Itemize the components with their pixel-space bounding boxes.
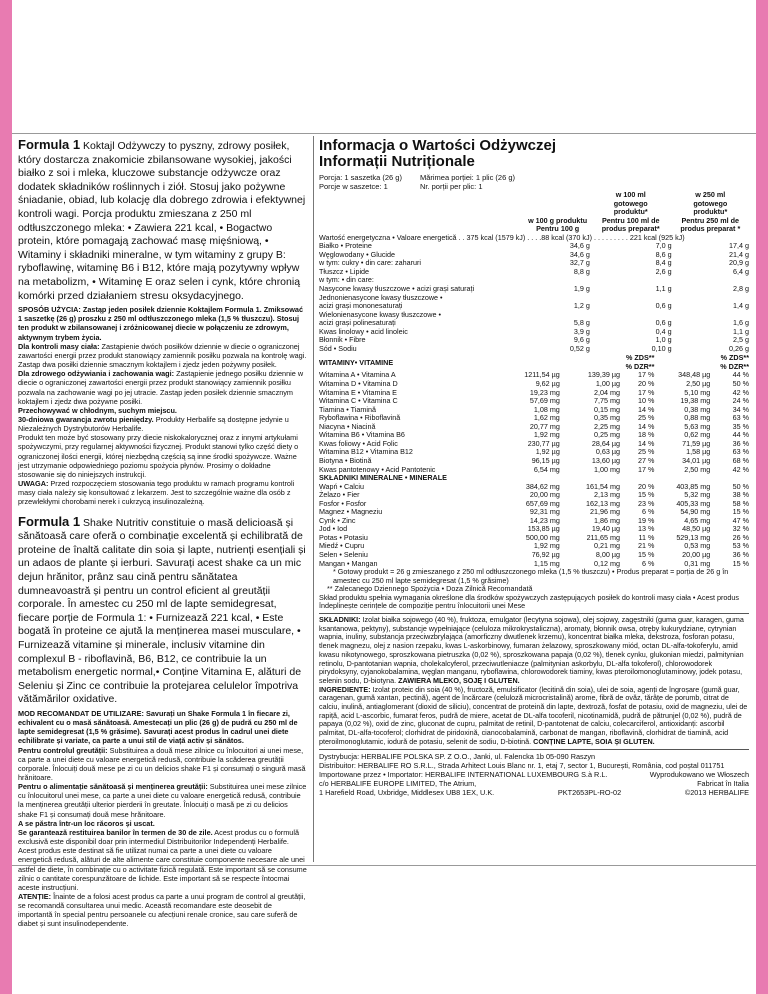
pl-p2-text: Zastąpienie jednego posiłku dziennie w diecie o ograniczonej zawartości energii przez produkt stanowiący zamiennik posiłku pozwala na zachowanie wagi po jej utracie. Zastąp jeden posiłek dziennie smacznym koktajlem i zjedz dwa pożywne posiłki. (18, 369, 304, 406)
nutrient-per-250ml: 21,4 g (729, 249, 749, 259)
mineral-rda-250ml: 15 % (732, 558, 749, 568)
nutrient-per-250ml: 1,6 g (733, 318, 749, 328)
mineral-rda-100ml: 21 % (638, 541, 655, 551)
ro-intro-title: Formula 1 (18, 513, 81, 529)
nutrient-per-100ml: 8,6 g (655, 249, 672, 259)
mineral-rda-100ml: 11 % (638, 532, 655, 542)
column-divider (313, 136, 314, 862)
mineral-rda-250ml: 36 % (732, 549, 749, 559)
portion-size-ro: Mărimea porției: 1 plic (26 g) (419, 173, 516, 182)
rda-header-250ml: % ZDS** % DZR** (720, 353, 749, 371)
vitamin-rda-100ml: 17 % (638, 464, 655, 474)
mineral-per-250ml: 403,85 mg (676, 481, 711, 491)
mineral-label: Fosfor • Fosfor (319, 498, 367, 508)
mineral-per-100g: 1,15 mg (533, 558, 560, 568)
macro-rows (319, 242, 749, 353)
nutrient-per-250ml: 17,4 g (729, 241, 749, 251)
vitamin-label: Biotyna • Biotină (319, 455, 372, 465)
col-100ml-header: w 100 ml gotowego produktu* Pentru 100 ml de produs preparat* (601, 190, 660, 234)
nutrition-table (319, 191, 749, 353)
portion-info (319, 173, 749, 191)
mineral-per-250ml: 0,53 mg (684, 541, 711, 551)
ro-diet-note: Acest produs este destinat să fie utilizat numai ca parte a unei diete cu valoare energetică redusă, alături de alte alimente care constituie componente necesare ale unei astfel de diete, în combinație cu o activitate fizică regulată. Este important să se consume zilnic o cantitate corespunzătoare de lichide. Este important să se respecte întocmai aceste instrucțiuni. (18, 846, 307, 892)
mineral-per-100ml: 162,13 mg (586, 498, 620, 508)
footnote-prepared: * Gotowy produkt = 26 g zmieszanego z 250 ml odtłuszczonego mleka (1,5 % tłuszczu) • Produs preparat = porția de 26 g în amestec cu 250 ml lapte semidegresat (1,5 % grăsime) (333, 567, 729, 585)
importer-address-2: 1 Harefield Road, Uxbridge, Middlesex UB8 1EX, U.K. (319, 787, 495, 797)
ro-weight-control (18, 746, 308, 783)
col-100g-header: w 100 g produktu Pentru 100 g (528, 215, 588, 234)
portion-size-pl: Porcja: 1 saszetka (26 g) (319, 173, 402, 182)
nutrient-row (319, 336, 749, 345)
ingredients-pl (319, 616, 749, 686)
mineral-rda-100ml: 15 % (638, 549, 655, 559)
vitamin-rda-100ml: 17 % (638, 370, 655, 380)
left-column (18, 138, 308, 929)
vitamin-label: Witamina B6 • Vitamina B6 (319, 430, 405, 440)
mineral-per-100g: 153,85 µg (527, 524, 560, 534)
vitamin-label: Witamina B12 • Vitamina B12 (319, 447, 413, 457)
mineral-label: Żelazo • Fier (319, 490, 360, 500)
ro-p2-text: Substituirea unei mese zilnice cu înlocuitorul unei mese, ca parte a unei diete cu valoare energetică redusă, contribuie la menținerea greutății ulterior pierderii în greutate. Înlocuiți o masă pe zi cu delicios shake F1 și consumați două mese hrănitoare. (18, 782, 307, 819)
pl-weight-control (18, 342, 308, 369)
vitamin-rda-250ml: 42 % (732, 387, 749, 397)
vitamin-per-100ml: 0,25 mg (594, 430, 620, 440)
rule-distribution (319, 749, 749, 750)
nutrient-label: Węglowodany • Glucide (319, 249, 396, 259)
mineral-per-250ml: 20,00 µg (682, 549, 711, 559)
vitamin-per-100g: 1,92 mg (533, 430, 560, 440)
mineral-per-250ml: 5,32 mg (684, 490, 711, 500)
pl-warning (18, 479, 308, 506)
distributor-pl: Dystrybucja: HERBALIFE POLSKA SP. Z O.O., Janki, ul. Falencka 1b 05-090 Raszyn (319, 751, 596, 761)
ro-p6-heading: ATENȚIE: (18, 892, 52, 901)
vitamin-per-250ml: 19,38 mg (680, 396, 711, 406)
pl-intro (18, 138, 308, 303)
mineral-rda-250ml: 32 % (732, 524, 749, 534)
vitamin-per-250ml: 2,50 mg (684, 464, 711, 474)
vitamin-rda-100ml: 17 % (638, 387, 655, 397)
rda-header-100ml: % ZDS** % DZR** (625, 353, 655, 371)
ro-storage (18, 819, 308, 828)
nutrient-row (319, 259, 749, 268)
allergens-pl: ZAWIERA MLEKO, SOJĘ I GLUTEN. (396, 675, 520, 685)
pl-p2-heading: Dla zdrowego odżywiania i zachowania wagi: (18, 369, 175, 379)
mineral-label: Miedź • Cupru (319, 541, 365, 551)
vitamin-per-100ml: 1,00 mg (594, 464, 620, 474)
vitamin-label: Niacyna • Niacină (319, 421, 376, 431)
pl-usage (18, 305, 308, 342)
nutrient-per-100ml: 2,6 g (655, 266, 672, 276)
nutrient-label: Białko • Proteine (319, 241, 372, 251)
pl-p6-heading: UWAGA: (18, 479, 49, 489)
mineral-rda-250ml: 38 % (732, 490, 749, 500)
vitamin-rda-100ml: 14 % (638, 404, 655, 414)
vitamin-per-250ml: 2,50 µg (686, 379, 711, 389)
vitamin-label: Witamina D • Vitamina D (319, 379, 398, 389)
pl-p1-heading: Dla kontroli masy ciała: (18, 341, 100, 351)
nutrient-row (319, 328, 749, 337)
nutrient-per-100g: 32,7 g (569, 258, 590, 268)
nutrient-per-100g: 9,6 g (573, 335, 590, 345)
pl-intro-text: Koktajl Odżywczy to pyszny, zdrowy posiłek, który dostarcza znakomicie zbilansowane wysokiej, jakości białko z soi i mleka, kluczowe substancje odżywcze oraz dodatek składników roślinnych i ziół. Stosuj jako pożywne śniadanie, obiad, lub kolację dla dobrego zdrowia i efektywnej kontroli wagi. Porcja produktu zmieszana z 250 ml odtłuszczonego mleka: • Zawiera 221 kcal, • Bogactwo protein, które pomagają zachować masę mięśniową, • Witaminy i składniki mineralne, w tym witaminy z grupy B: ryboflawinę, witaminę B6 i B12, które mają pozytywny wpływ na metabolizm, • Witaminę E oraz selen i cynk, które chronią komórki przed działaniem stresu oksydacyjnego. (18, 140, 306, 302)
pl-p6-text: Przed rozpoczęciem stosowania tego produktu w ramach programu kontroli masy ciała należy się konsultować z lekarzem. Jest to szczególnie ważne dla osób z przewlekłymi chorobami nerek i cukrzycą insulinozależną. (18, 479, 295, 507)
ro-p6-text: Înainte de a folosi acest produs ca parte a unui program de control al greutății, se recomandă consultarea unui medic. Această recomandare este deosebit de importantă în special pentru persoanele cu afecțiuni renale cronice, sau care suferă de diabet și sunt insulinodependente. (18, 892, 306, 929)
vitamin-rda-250ml: 63 % (732, 447, 749, 457)
pl-p1-text: Zastąpienie dwóch posiłków dziennie w diecie o ograniczonej zawartości energii przez produkt stanowiący zamiennik posiłku pozwala na kontrolę wagi. Zastąp dwa posiłki dziennie smacznym koktajlem i zjedz jeden pożywny posiłek. (18, 341, 307, 370)
mineral-per-100ml: 21,96 mg (590, 507, 620, 517)
vitamin-per-100g: 6,54 mg (533, 464, 560, 474)
nutrient-row (319, 268, 749, 277)
vitamin-per-100ml: 13,60 µg (591, 455, 620, 465)
ingredients-ro-text: Izolat proteic din soia (40 %), fructoză, emulsificator (lecitină din soia), ulei de soia, agenți de îngroșare (gumă guar, caragenan, gumă xantan, pectină), agent de încărcare (celuloză microcristalină) aromе, fibră de ovăz, tărâțe de porumb, citrat de calciu, inulină, antiaglomerant (dioxid de siliciu), concentrat de proteină din lapte, dextroză, fosfat de potasiu, oxid de magneziu, ulei de rapiță, acid L-ascorbic, fumarat feros, pudră de miere, acetat de DL-alfa tocoferil, nicotinamidă, pudră de pătrunjel (0,02 %), pudră de papaya (0,02 %), oxid de zinc, gluconat de cupru, palmitat de retinil, D-pantotenat de calciu, colecarciferol, antioxidanți: ascorbil palmitat, DL-alfa-tocoferol; clorhidrat de piridoxină, cianocobalamină, carbonat de mangan, riboflavină, clorhidrat de tiamină, acid pteroilmonoglutamic, iodură de potasiu, selenit de sodiu, D-biotină. (319, 684, 748, 746)
vitamin-rda-100ml: 25 % (638, 447, 655, 457)
portion-ro (420, 173, 515, 191)
vitamin-per-250ml: 0,62 mg (684, 430, 711, 440)
vitamin-per-100g: 9,62 µg (535, 379, 560, 389)
mineral-rda-250ml: 26 % (732, 532, 749, 542)
vitamin-rda-100ml: 27 % (638, 455, 655, 465)
nutrient-per-100g: 0,52 g (569, 343, 590, 353)
nutrition-title-ro: Informații Nutriționale (319, 153, 475, 170)
mineral-label: Mangan • Mangan (319, 558, 378, 568)
vitamin-per-250ml: 5,63 mg (684, 421, 711, 431)
vitamin-per-250ml: 5,10 mg (684, 387, 711, 397)
mineral-per-250ml: 529,13 mg (676, 532, 711, 542)
vitamin-rda-100ml: 10 % (638, 396, 655, 406)
vitamin-per-100g: 1,62 mg (533, 413, 560, 423)
importer-address-row (319, 779, 749, 788)
nutrient-per-100ml: 0,10 g (651, 343, 672, 353)
nutrient-per-250ml: 2,8 g (733, 284, 749, 294)
importer-row (319, 770, 749, 779)
vitamin-per-100ml: 0,63 µg (595, 447, 620, 457)
mineral-rda-100ml: 6 % (642, 507, 655, 517)
vitamin-per-100g: 19,23 mg (529, 387, 560, 397)
mineral-rda-100ml: 20 % (638, 481, 655, 491)
portions-per-pack-ro: Nr. porții per plic: 1 (419, 182, 483, 191)
mineral-rda-100ml: 6 % (642, 558, 655, 568)
mineral-rda-250ml: 15 % (732, 507, 749, 517)
vitamin-label: Kwas foliowy • Acid Folic (319, 438, 398, 448)
ro-warning (18, 892, 308, 929)
portions-per-pack-pl: Porcje w saszetce: 1 (319, 182, 388, 191)
nutrient-per-100g: 5,8 g (573, 318, 590, 328)
nutrient-label: Błonnik • Fibre (319, 335, 366, 345)
footer-row (319, 788, 749, 797)
mineral-label: Cynk • Zinc (319, 515, 356, 525)
ro-guarantee (18, 828, 308, 846)
mineral-per-250ml: 405,33 mg (676, 498, 711, 508)
pl-diet-note: Produkt ten może być stosowany przy diecie niskokalorycznej oraz z innymi artykułami spożywczymi, przy regularnej aktywności fizycznej. Produkt stanowi tylko część diety o ograniczonej ilości energii, której niezbędną częścią są inne środki spożywcze. Ważne jest utrzymanie odpowiedniego poziomu spożycia płynów. Prosimy o dokładne stosowanie się do niniejszych instrukcji. (18, 433, 299, 479)
pl-guarantee (18, 415, 308, 433)
pl-p4-text: Produkty Herbalife są dostępne jedynie u Niezależnych Dystrybutorów Herbalife. (18, 415, 289, 434)
mineral-per-100g: 20,00 mg (529, 490, 560, 500)
vitamin-per-100g: 230,77 µg (527, 438, 560, 448)
mineral-rda-250ml: 47 % (732, 515, 749, 525)
vitamin-per-250ml: 1,58 µg (686, 447, 711, 457)
nutrient-per-250ml: 2,5 g (733, 335, 749, 345)
nutrient-label: Jednonienasycone kwasy tłuszczowe • (319, 292, 443, 302)
rule-ingredients (319, 613, 749, 614)
ro-p2-heading: Pentru o alimentație sănătoasă și menținerea greutății: (18, 782, 208, 792)
nutrition-title-pl: Informacja o Wartości Odżywczej (319, 137, 557, 154)
nutrient-per-250ml: 6,4 g (733, 266, 749, 276)
vitamin-per-100ml: 1,00 µg (595, 379, 620, 389)
nutrient-per-100g: 8,8 g (573, 266, 590, 276)
vitamin-rda-250ml: 35 % (732, 421, 749, 431)
mineral-per-100ml: 19,40 µg (591, 524, 620, 534)
nutrient-per-100g: 3,9 g (573, 326, 590, 336)
pl-intro-title: Formula 1 (18, 137, 81, 152)
footnote-rda: ** Zalecanego Dziennego Spożycia • Doza Zilnică Recomandată (327, 584, 533, 594)
vitamin-label: Witamina C • Vitamina C (319, 396, 398, 406)
mineral-rda-250ml: 50 % (732, 481, 749, 491)
vitamin-rda-250ml: 68 % (732, 455, 749, 465)
mineral-per-100ml: 0,21 mg (594, 541, 620, 551)
nutrient-per-100g: 34,6 g (569, 249, 590, 259)
mineral-per-100ml: 211,65 mg (586, 532, 620, 542)
ro-usage (18, 709, 308, 746)
pl-p3-heading: Przechowywać w chłodnym, suchym miejscu. (18, 405, 177, 415)
nutrient-label: Sód • Sodiu (319, 343, 357, 353)
nutrient-per-100ml: 8,4 g (655, 258, 672, 268)
ingredients-pl-heading: SKŁADNIKI: (319, 615, 361, 625)
distributor-ro: Distribuitor: HERBALIFE RO S.R.L., Strada Arhitect Louis Blanc nr. 1, etaj 7, sector 1, București, România, cod poștal 011751 (319, 760, 725, 770)
nutrient-per-100ml: 0,4 g (655, 326, 672, 336)
ingredients-pl-text: Izolat białka sojowego (40 %), fruktoza, emulgator (lecytyna sojowa), olej sojowy, zagęstniki (guma guar, karagen, guma ksantanowa, pektyny), substancje wypełniające (celuloza mikrokrystaliczna), aromaty, błonnik owsa, otręby kukurydziane, cytrynian wapnia, inuliny, substancja przeciwzbrylająca (amorficzny dwutlenek krzemu), koncentrat białka mleka, dekstroza, fosforan potasu, tlenek magnezu, olej z nasion rzepaku, kwas L-askorbinowy, fumaran żelazowy, sproszkowany miód, octan DL-alfa-tokoferylu, amid kwasu nikotynowego, sproszkowana pietruszka (0,02 %), sproszkowana papaja (0,02 %), tlenek cynku, glukonian miedzi, palmitynian retinolu, D-pantotanian wapnia, cholekalcyferol, przeciwutleniacze (palmitynian askorbylu, DL-alfa tokoferol), chlorowodorek pirydoksyny, cyjanokobalamina, węglan manganu, ryboflawina, chlorowodorek tiaminy, kwas pteroilomonoglutaminowy, jodek potasu, selenin sodu, D-biotyna. (319, 615, 744, 685)
vitamin-rda-250ml: 63 % (732, 413, 749, 423)
vitamin-per-250ml: 0,88 mg (684, 413, 711, 423)
vitamin-rda-250ml: 50 % (732, 379, 749, 389)
ro-p1-heading: Pentru controlul greutății: (18, 745, 108, 755)
ro-p3-heading: A se păstra într-un loc răcoros și uscat. (18, 818, 155, 828)
ro-p4-heading: Se garantează restituirea banilor în termen de 30 de zile. (18, 827, 213, 837)
mineral-per-100g: 384,62 mg (525, 481, 560, 491)
vitamin-per-100ml: 2,04 mg (594, 387, 620, 397)
copyright: ©2013 HERBALIFE (684, 787, 749, 797)
vitamin-rda-250ml: 44 % (732, 430, 749, 440)
mineral-rda-250ml: 53 % (732, 541, 749, 551)
mineral-rda-100ml: 23 % (638, 498, 655, 508)
nutrition-header (319, 191, 749, 234)
nutrient-per-100ml: 7,0 g (655, 241, 672, 251)
vitamin-rda-250ml: 36 % (732, 438, 749, 448)
ro-intro (18, 515, 308, 707)
nutrient-per-250ml: 0,26 g (729, 343, 749, 353)
mineral-per-250ml: 4,65 mg (684, 515, 711, 525)
vitamin-rda-250ml: 44 % (732, 370, 749, 380)
mineral-rda-250ml: 58 % (732, 498, 749, 508)
vitamins-heading: WITAMINY• VITAMINE (319, 357, 394, 367)
vitamin-per-250ml: 348,48 µg (678, 370, 711, 380)
energy-row (319, 234, 749, 243)
nutrient-label: acizi grași polinesaturați (319, 318, 396, 328)
vitamin-rows (319, 371, 749, 474)
importer: Importowane przez • Importator: HERBALIFE INTERNATIONAL LUXEMBOURG S.à R.L. (319, 769, 608, 779)
pink-border-left (0, 0, 12, 994)
nutrient-per-100g: 1,2 g (573, 301, 590, 311)
ro-p4-text: Acest produs cu o formulă exclusivă este disponibil doar prin intermediul Distribuitorilor Independenți Herbalife. (18, 827, 300, 847)
pink-border-right (756, 0, 768, 994)
vitamin-per-100ml: 139,39 µg (587, 370, 620, 380)
ingredients-ro-heading: INGREDIENTE: (319, 684, 371, 694)
vitamin-per-100ml: 28,64 µg (591, 438, 620, 448)
mineral-rda-100ml: 15 % (638, 490, 655, 500)
mineral-per-250ml: 48,50 µg (682, 524, 711, 534)
product-code: PKT2653PL-RO-02 (557, 787, 622, 797)
mineral-per-100ml: 8,00 µg (595, 549, 620, 559)
mineral-label: Wapń • Calciu (319, 481, 364, 491)
col-250ml-header: w 250 ml gotowego produktu* Pentru 250 ml de produs preparat * (680, 190, 741, 234)
vitamin-rda-250ml: 34 % (732, 404, 749, 414)
right-column (319, 138, 749, 797)
nutrient-per-250ml: 1,1 g (733, 326, 749, 336)
vitamin-rda-100ml: 20 % (638, 379, 655, 389)
vitamin-table (319, 354, 749, 568)
nutrient-label: Tłuszcz • Lipide (319, 266, 370, 276)
vitamin-per-100g: 1,92 µg (535, 447, 560, 457)
vitamin-label: Witamina E • Vitamina E (319, 387, 397, 397)
importer-address: c/o HERBALIFE EUROPE LIMITED, The Atrium, (319, 778, 477, 788)
mineral-per-100g: 500,00 mg (525, 532, 560, 542)
mineral-per-250ml: 54,90 mg (680, 507, 711, 517)
mineral-rda-100ml: 19 % (638, 515, 655, 525)
vitamin-per-100g: 57,69 mg (529, 396, 560, 406)
mineral-per-100g: 76,92 µg (531, 549, 560, 559)
vitamin-label: Witamina A • Vitamina A (319, 370, 396, 380)
nutrient-per-100ml: 1,0 g (655, 335, 672, 345)
vitamin-rda-100ml: 18 % (638, 430, 655, 440)
vitamin-rda-250ml: 24 % (732, 396, 749, 406)
minerals-heading: SKŁADNIKI MINERALNE • MINERALE (319, 473, 447, 483)
vitamin-rda-250ml: 42 % (732, 464, 749, 474)
product-label (12, 133, 756, 929)
mineral-rda-100ml: 13 % (638, 524, 655, 534)
mineral-per-250ml: 0,31 mg (684, 558, 711, 568)
made-in-ro: Fabricat în Italia (697, 778, 749, 788)
vitamin-per-100ml: 2,25 mg (594, 421, 620, 431)
vitamin-label: Tiamina • Tiamină (319, 404, 376, 414)
nutrient-label: w tym: cukry • din care: zaharuri (319, 258, 421, 268)
pl-storage (18, 406, 308, 415)
mineral-per-100ml: 2,13 mg (594, 490, 620, 500)
vitamin-rda-100ml: 25 % (638, 413, 655, 423)
nutrient-per-250ml: 1,4 g (733, 301, 749, 311)
nutrient-row (319, 345, 749, 354)
allergens-ro: CONȚINE LAPTE, SOIA ȘI GLUTEN. (531, 736, 655, 746)
nutrient-label: Wielonienasycone kwasy tłuszczowe • (319, 309, 441, 319)
vitamin-label: Kwas pantotenowy • Acid Pantotenic (319, 464, 436, 474)
mineral-label: Potas • Potasiu (319, 532, 368, 542)
ro-usage-text: MOD RECOMANDAT DE UTILIZARE: Savurați un Shake Formula 1 în fiecare zi, echivalent cu o masă sănătoasă. Amestecați un plic (26 g) de pudră cu 250 ml de lapte semidegresat (1,5 % grăsime). Savurați acest produs în cadrul unei diete echilibrate și variate, ca parte a unui stil de viață activ și sănătos. (18, 708, 298, 746)
nutrient-label: Kwas linolowy • acid linoleic (319, 326, 408, 336)
vitamin-rda-100ml: 14 % (638, 421, 655, 431)
energy-value: Wartość energetyczna • Valoare energetică . . 375 kcal (1579 kJ) . . . .88 kcal (370 kJ) . . . . . . . . . 221 kcal (925 kJ) (319, 232, 685, 242)
nutrient-label: Nasycone kwasy tłuszczowe • acizi grași saturați (319, 284, 475, 294)
footnote-composition: Skład produktu spełnia wymagania określone dla środków spożywczych zastępujących posiłek do kontroli masy ciała • Acest produs îndeplinește cerințele de compoziție pentru înlocuitorii unei Mese (319, 592, 740, 611)
vitamin-per-100g: 20,77 mg (529, 421, 560, 431)
mineral-label: Jod • Iod (319, 524, 348, 534)
mineral-label: Selen • Seleniu (319, 549, 368, 559)
mineral-per-100g: 657,69 mg (525, 498, 560, 508)
mineral-per-100ml: 161,54 mg (586, 481, 620, 491)
vitamin-per-100g: 1,08 mg (533, 404, 560, 414)
vitamin-header (319, 354, 749, 371)
made-in-pl: Wyprodukowano we Włoszech (649, 769, 749, 779)
nutrient-per-100g: 34,6 g (569, 241, 590, 251)
pl-healthy-eating (18, 369, 308, 406)
mineral-per-100g: 14,23 mg (529, 515, 560, 525)
vitamin-per-250ml: 0,38 mg (684, 404, 711, 414)
vitamin-rda-100ml: 14 % (638, 438, 655, 448)
vitamin-per-100g: 96,15 µg (531, 455, 560, 465)
ro-healthy-eating (18, 782, 308, 819)
vitamin-per-250ml: 34,01 µg (682, 455, 711, 465)
mineral-per-100g: 92,31 mg (529, 507, 560, 517)
nutrient-per-100ml: 1,1 g (655, 284, 672, 294)
vitamin-label: Ryboflawina • Riboflavină (319, 413, 401, 423)
ro-intro-text: Shake Nutritiv constituie o masă delicioasă și sănătoasă care oferă o combinație excelentă și echilibrată de proteine de înaltă calitate din soia și lapte, nutrienți esențiali și un adaos de plante și ierburi. Savurați acest shake ca un mic dejun hrănitor, prânz sau cină pentru sănătatea dumneavoastră și pentru un control eficient al greutății corporale. În amestec cu 250 ml de lapte semidegresat, fiecare porție de Formula 1: • Furnizează 221 kcal, • Este bogată în proteine ce ajută la menținerea masei musculare, • Furnizează vitamine și minerale, inclusiv vitamine din complexul B - riboflavină, B6, B12, ce contribuie la un metabolism energetic normal,• Conține Vitamina E, alături de Seleniu și Zinc ce contribuie la protejarea celulelor împotriva vătămărilor oxidative. (18, 516, 306, 706)
nutrient-per-100ml: 0,6 g (655, 301, 672, 311)
mineral-per-100ml: 0,12 mg (594, 558, 620, 568)
nutrient-per-100g: 1,9 g (573, 284, 590, 294)
ro-p1-text: Substituirea a două mese zilnice cu înlocuitori ai unei mese, ca parte a unei diete cu valoare energetică redusă, contribuie la scăderea greutății corporale. Înlocuiți două mese pe zi cu un delicios shake F1 și consumați o singură masă hrănitoare. (18, 745, 306, 782)
mineral-per-100g: 1,92 mg (533, 541, 560, 551)
nutrient-label: w tym: • din care: (319, 275, 374, 285)
mineral-label: Magnez • Magneziu (319, 507, 383, 517)
ingredients-ro (319, 686, 749, 747)
pl-usage-text: SPOSÓB UŻYCIA: Zastąp jeden posiłek dziennie Koktajlem Formula 1. Zmiksować 1 saszetkę (26 g) proszku z 250 ml odtłuszczonego mleka (1,5 % tłuszczu). Stosuj ten produkt w zbilansowanej i zróżnicowanej diecie w połączeniu ze zdrowym, aktywnym trybem życia. (18, 305, 304, 342)
pl-p4-heading: 30-dniowa gwarancja zwrotu pieniędzy. (18, 415, 154, 424)
vitamin-per-100ml: 0,35 mg (594, 413, 620, 423)
mineral-per-100ml: 1,86 mg (594, 515, 620, 525)
portion-pl (319, 173, 402, 191)
nutrient-per-100ml: 0,6 g (655, 318, 672, 328)
vitamin-per-100ml: 0,15 mg (594, 404, 620, 414)
vitamin-per-250ml: 71,59 µg (682, 438, 711, 448)
vitamin-per-100g: 1211,54 µg (524, 370, 560, 380)
nutrient-label: acizi grași mononesaturați (319, 301, 403, 311)
nutrient-per-250ml: 20,9 g (729, 258, 749, 268)
mineral-rows (319, 483, 749, 568)
vitamin-per-100ml: 7,75 mg (594, 396, 620, 406)
